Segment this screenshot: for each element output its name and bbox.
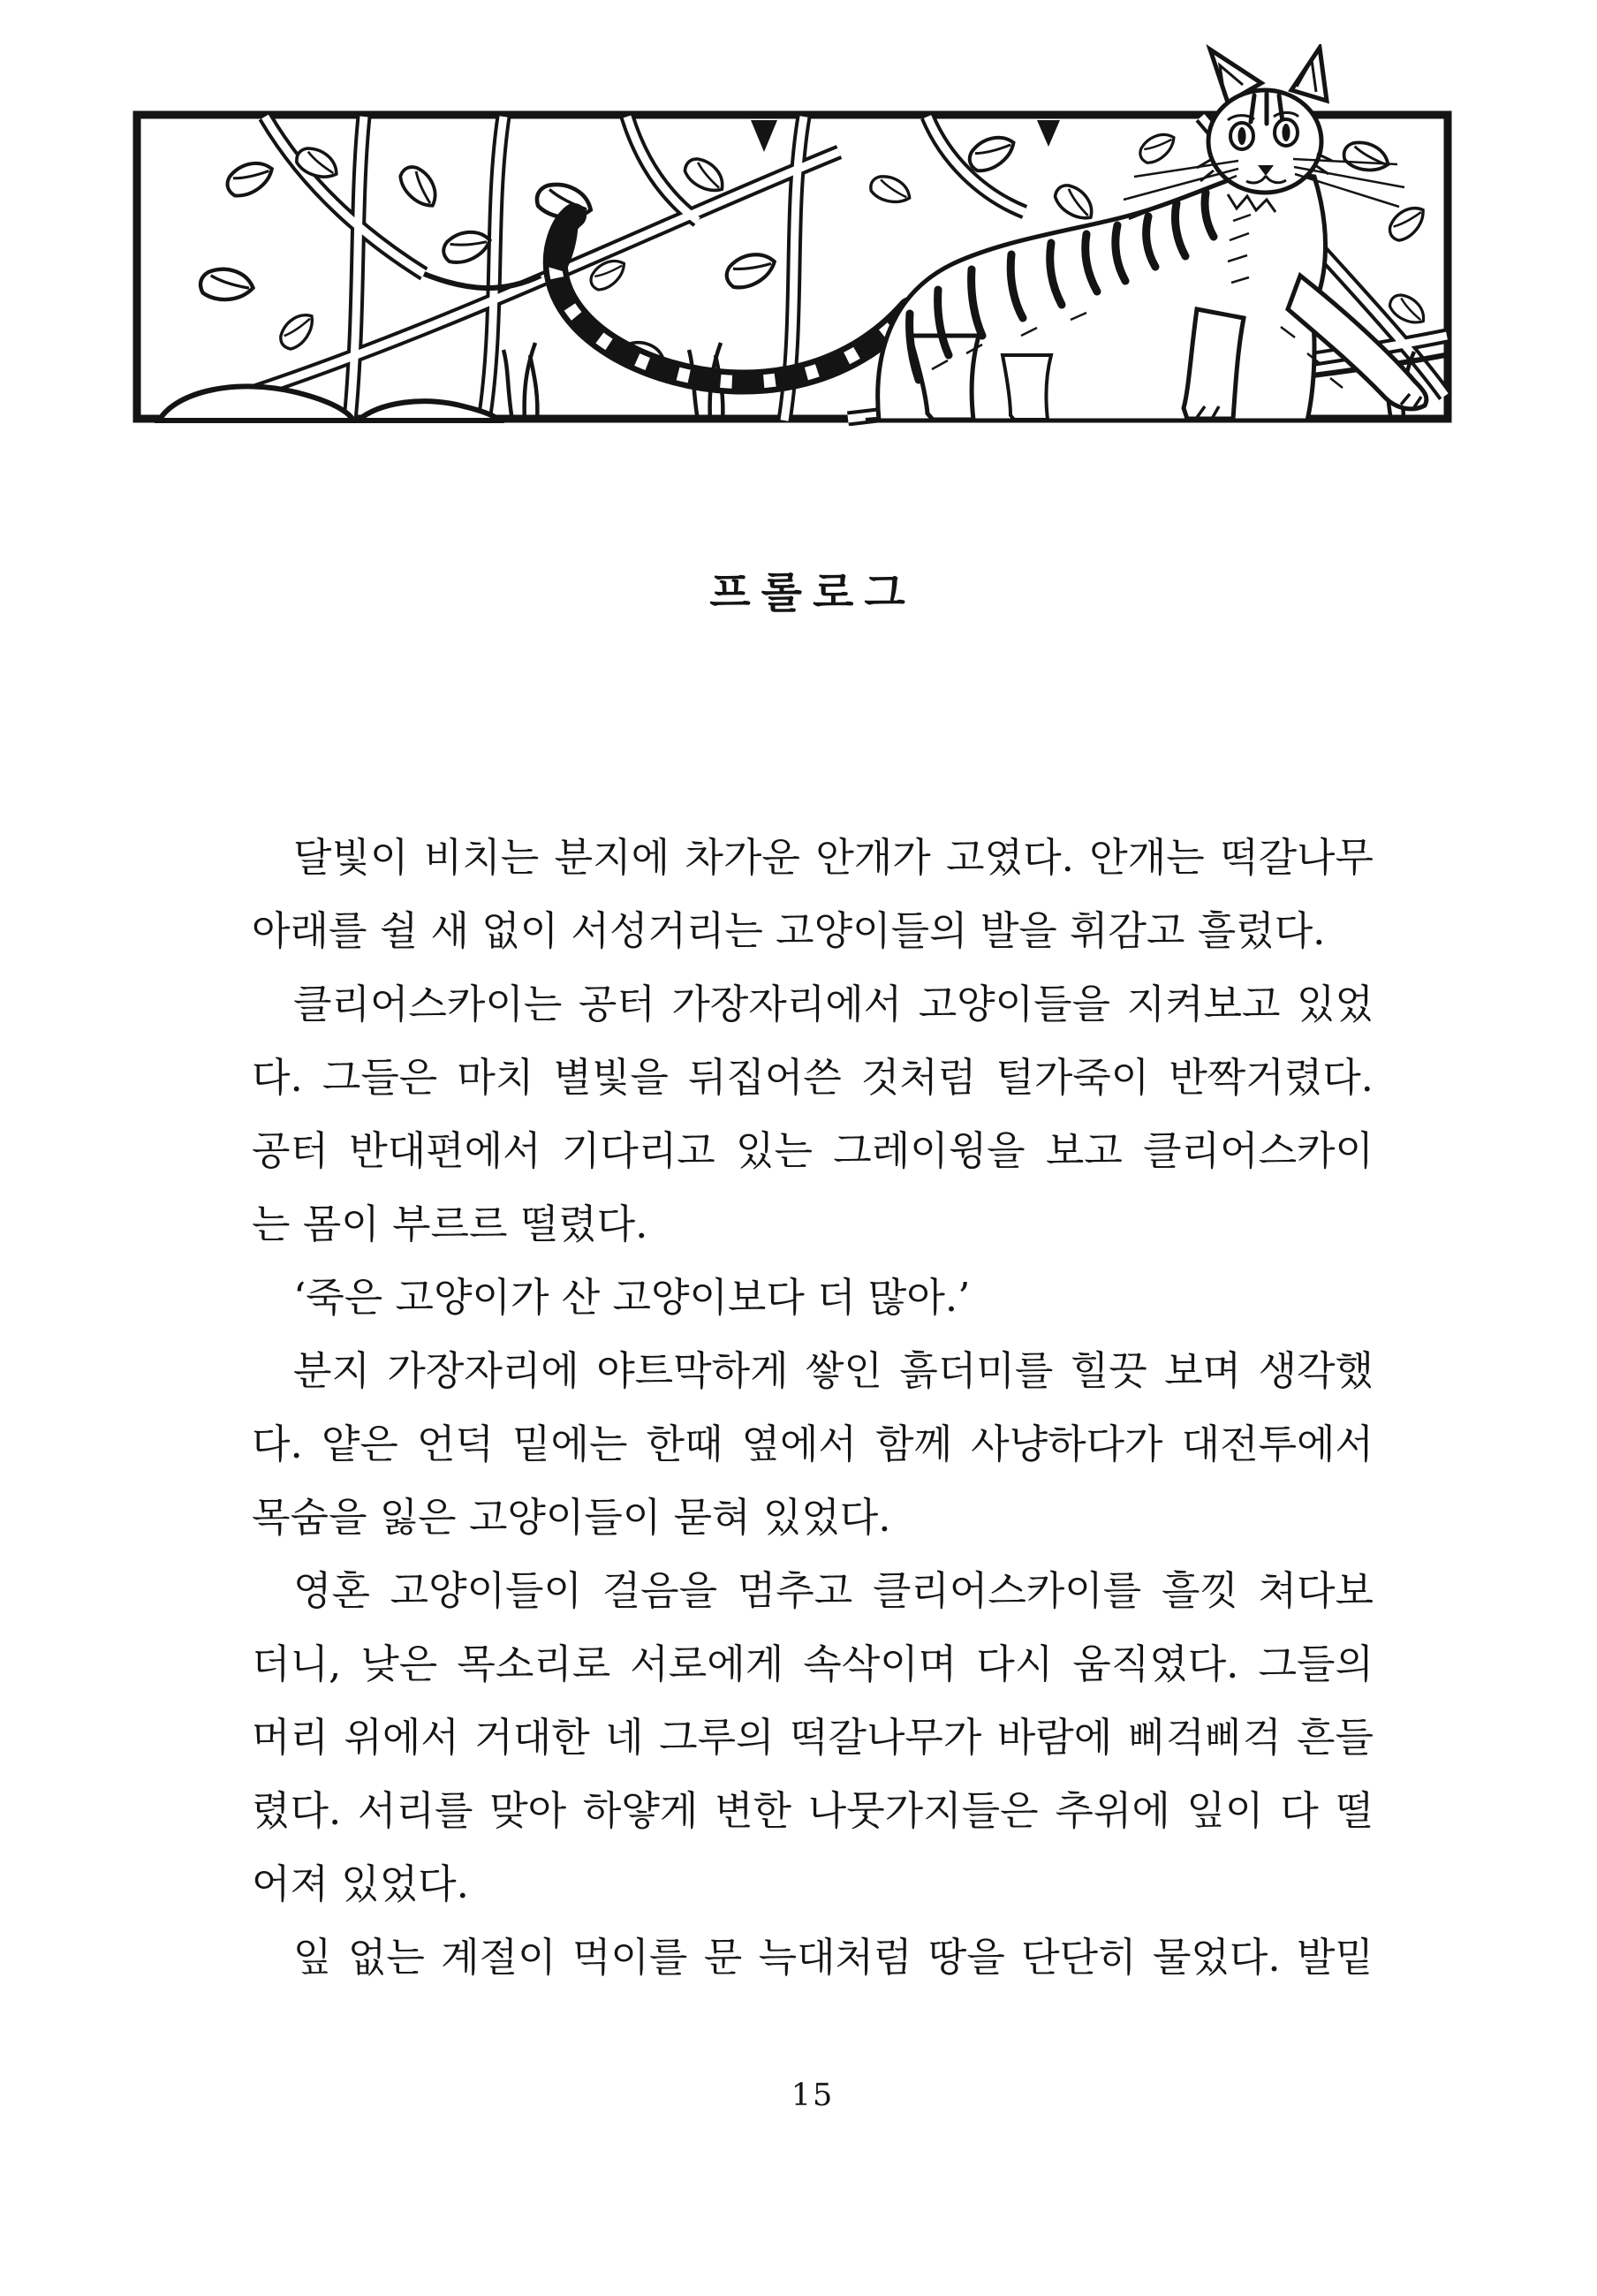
text-line: 영혼 고양이들이 걸음을 멈추고 클리어스카이를 흘낏 쳐다보	[293, 1567, 1374, 1614]
cat-front-leg	[1184, 309, 1244, 419]
text-line: 다. 그들은 마치 별빛을 뒤집어쓴 것처럼 털가죽이 반짝거렸다.	[252, 1054, 1374, 1101]
cat-hind-leg-far	[1003, 355, 1051, 420]
text-line: 머리 위에서 거대한 네 그루의 떡갈나무가 바람에 삐걱삐걱 흔들	[252, 1714, 1374, 1761]
text-line: 아래를 쉴 새 없이 서성거리는 고양이들의 발을 휘감고 흘렀다.	[252, 907, 1326, 954]
cat-tail	[546, 210, 910, 383]
text-line: 분지 가장자리에 야트막하게 쌓인 흙더미를 힐끗 보며 생각했	[293, 1347, 1374, 1394]
text-line: 다. 얕은 언덕 밑에는 한때 옆에서 함께 사냥하다가 대전투에서	[252, 1421, 1374, 1467]
text-line: 더니, 낮은 목소리로 서로에게 속삭이며 다시 움직였다. 그들의	[252, 1641, 1374, 1687]
text-line: 달빛이 비치는 분지에 차가운 안개가 고였다. 안개는 떡갈나무	[293, 834, 1374, 881]
tabby-cat	[546, 48, 1427, 421]
text-line: ‘죽은 고양이가 산 고양이보다 더 많아.’	[293, 1274, 971, 1321]
forest-cat-illustration	[132, 44, 1453, 426]
page-number: 15	[791, 2078, 835, 2113]
text-line: 클리어스카이는 공터 가장자리에서 고양이들을 지켜보고 있었	[293, 981, 1374, 1027]
text-line: 어져 있었다.	[252, 1860, 469, 1907]
text-line: 는 몸이 부르르 떨렸다.	[252, 1201, 648, 1247]
body-text	[252, 821, 1374, 1994]
text-line: 렸다. 서리를 맞아 하얗게 변한 나뭇가지들은 추위에 잎이 다 떨	[252, 1787, 1374, 1834]
text-line: 공터 반대편에서 기다리고 있는 그레이윙을 보고 클리어스카이	[252, 1127, 1374, 1174]
text-line: 잎 없는 계절이 먹이를 문 늑대처럼 땅을 단단히 물었다. 발밑	[293, 1934, 1374, 1981]
text-line: 목숨을 잃은 고양이들이 묻혀 있었다.	[252, 1494, 891, 1541]
chapter-title: 프롤로그	[709, 568, 916, 618]
rocks	[159, 386, 499, 421]
